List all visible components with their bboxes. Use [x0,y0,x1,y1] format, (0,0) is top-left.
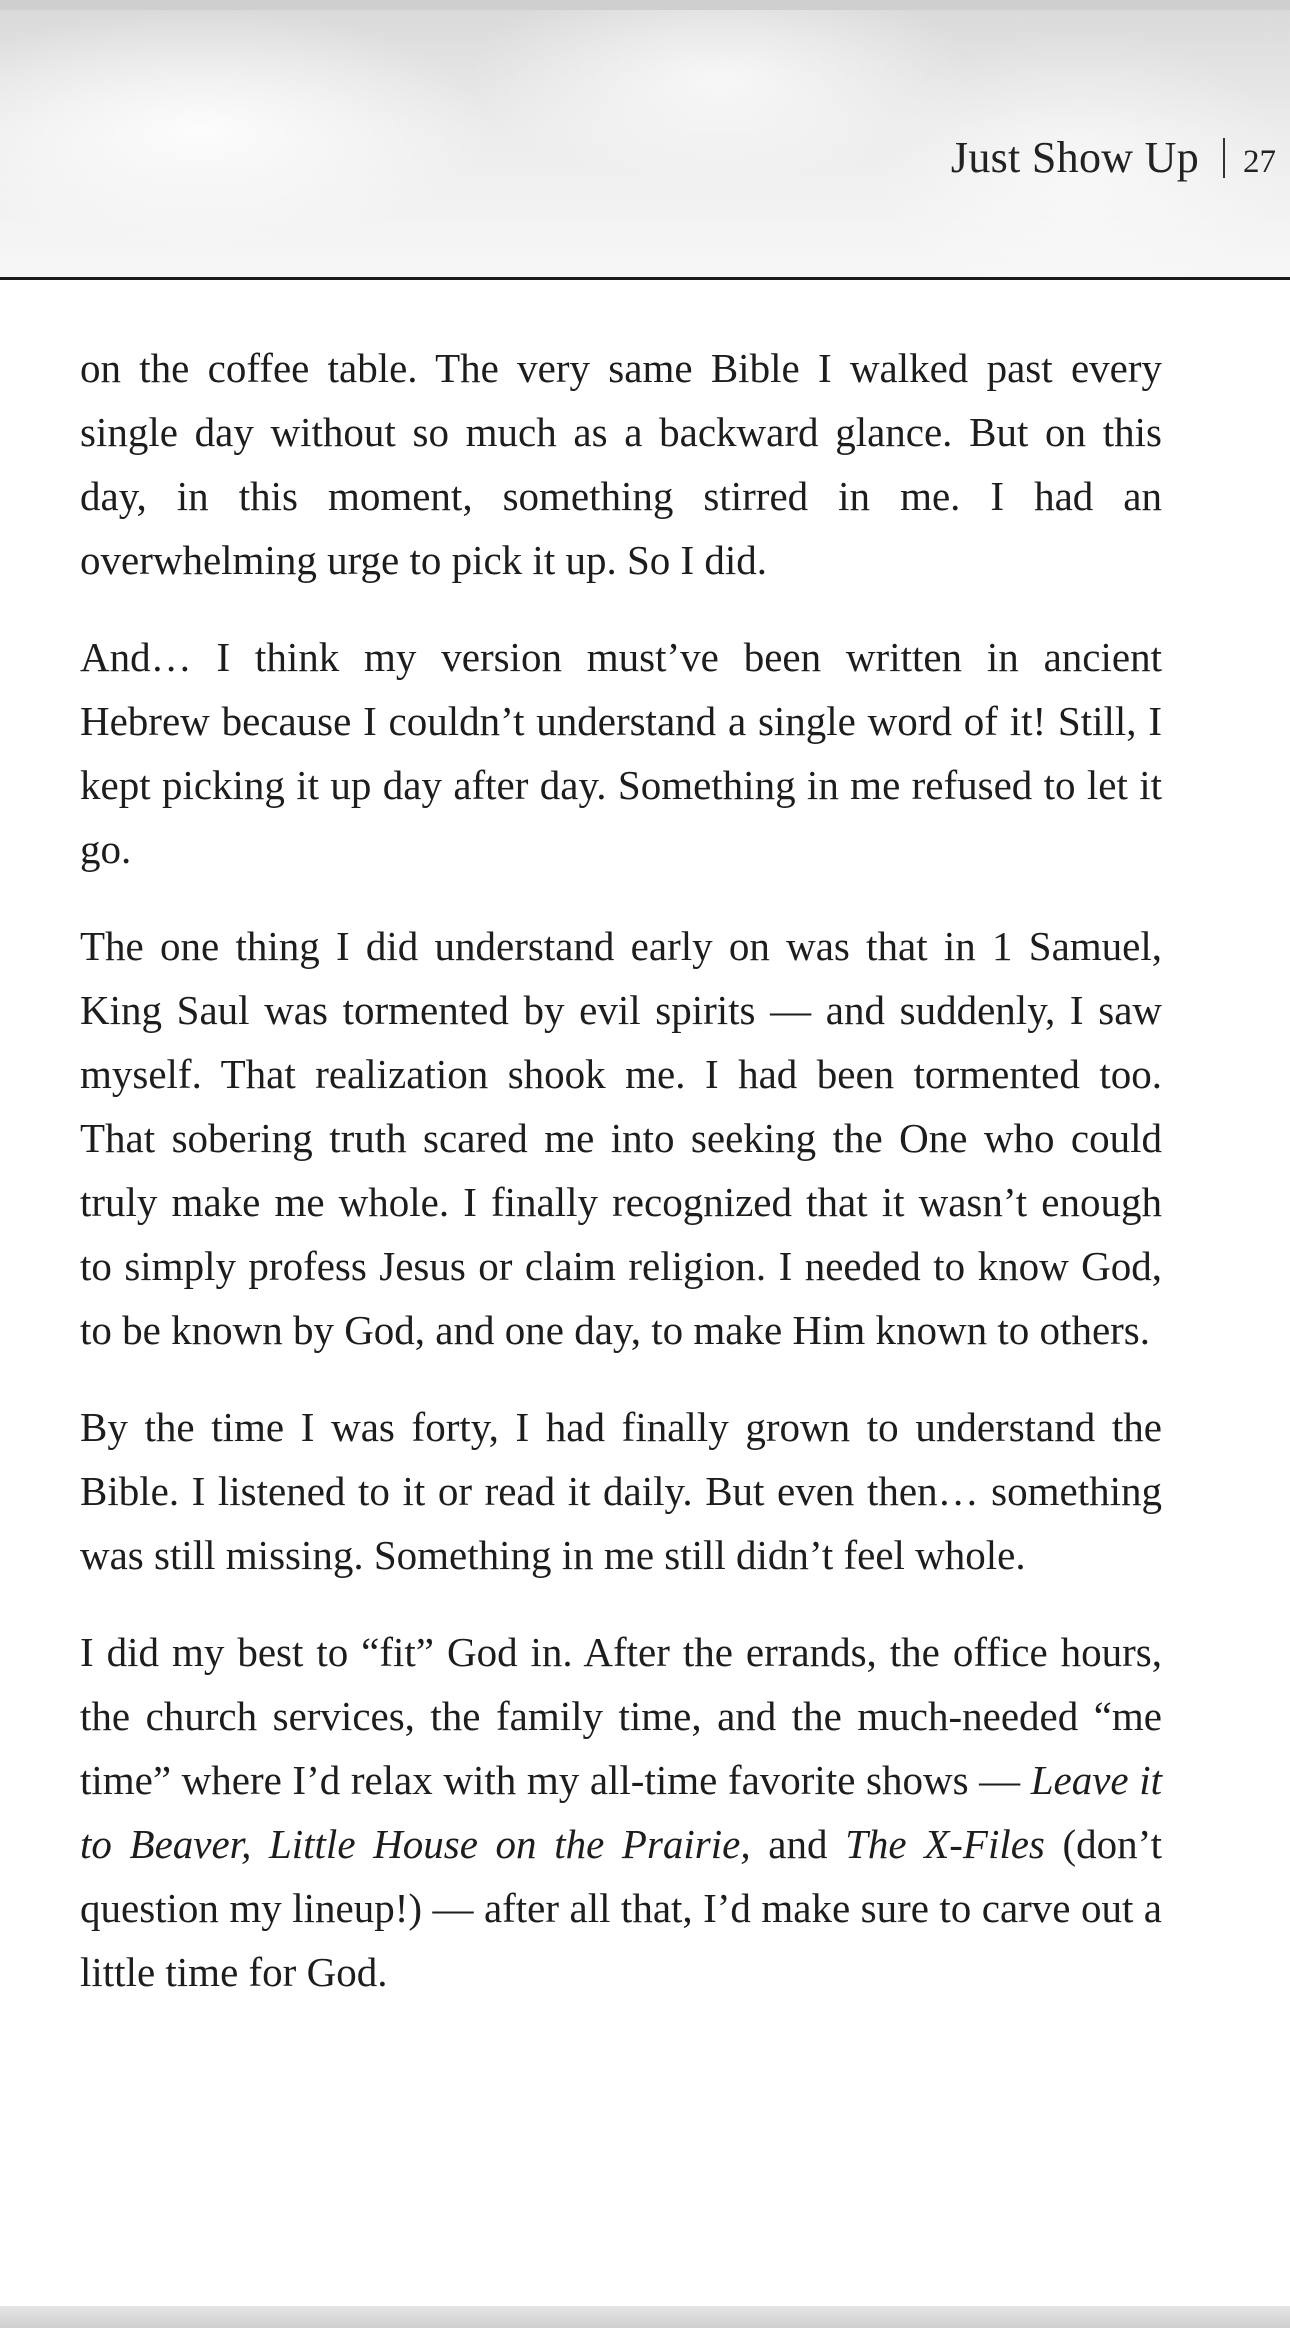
top-edge-strip [0,0,1290,10]
page-header [0,10,1290,278]
running-head-divider [1223,138,1225,178]
paragraph-3: The one thing I did understand early on was that in 1 Samuel, King Saul was tormented by evil spirits — and suddenly, I saw myself. That realization shook me. I had been tormented too. That sobering truth scared me into seeking the One who could truly make me whole. I finally recognized that it wasn’t enough to simply profess Jesus or claim religion. I needed to know God, to be known by God, and one day, to make Him known to others. [80,923,1162,1353]
paragraph-5-italic-titles: Leave it to Beaver, Little House on the Prairie, [80,1757,1162,1867]
paragraph-5-italic-title: The X-Files [845,1821,1045,1867]
paragraph-5-text-b: and [750,1821,846,1867]
page-body [80,336,1162,2037]
running-head-title: Just Show Up [950,133,1199,182]
paragraph-5 [80,1620,1162,2004]
bottom-edge-strip [0,2306,1290,2328]
paragraph-2: And… I think my version must’ve been written in ancient Hebrew because I couldn’t understand a single word of it! Still, I kept picking it up day after day. Something in me refused to let it go. [80,634,1162,872]
paragraph-5-text-a: I did my best to “fit” God in. After the errands, the office hours, the church services, the family time, and the much-needed “me time” where I’d relax with my all-time favorite shows — [80,1629,1162,1803]
page-number: 27 [1243,144,1276,180]
running-head [951,132,1276,183]
header-rule [0,277,1290,280]
paragraph-4: By the time I was forty, I had finally grown to understand the Bible. I listened to it or read it daily. But even then… something was still missing. Something in me still didn’t feel whole. [80,1404,1162,1578]
paragraph-5-text-c: (don’t question my lineup!) — after all that, I’d make sure to carve out a little time for God. [80,1821,1162,1995]
paragraph-1: on the coffee table. The very same Bible I walked past every single day without so much as a backward glance. But on this day, in this moment, something stirred in me. I had an overwhelming urge to pick it up. So I did. [80,345,1162,583]
